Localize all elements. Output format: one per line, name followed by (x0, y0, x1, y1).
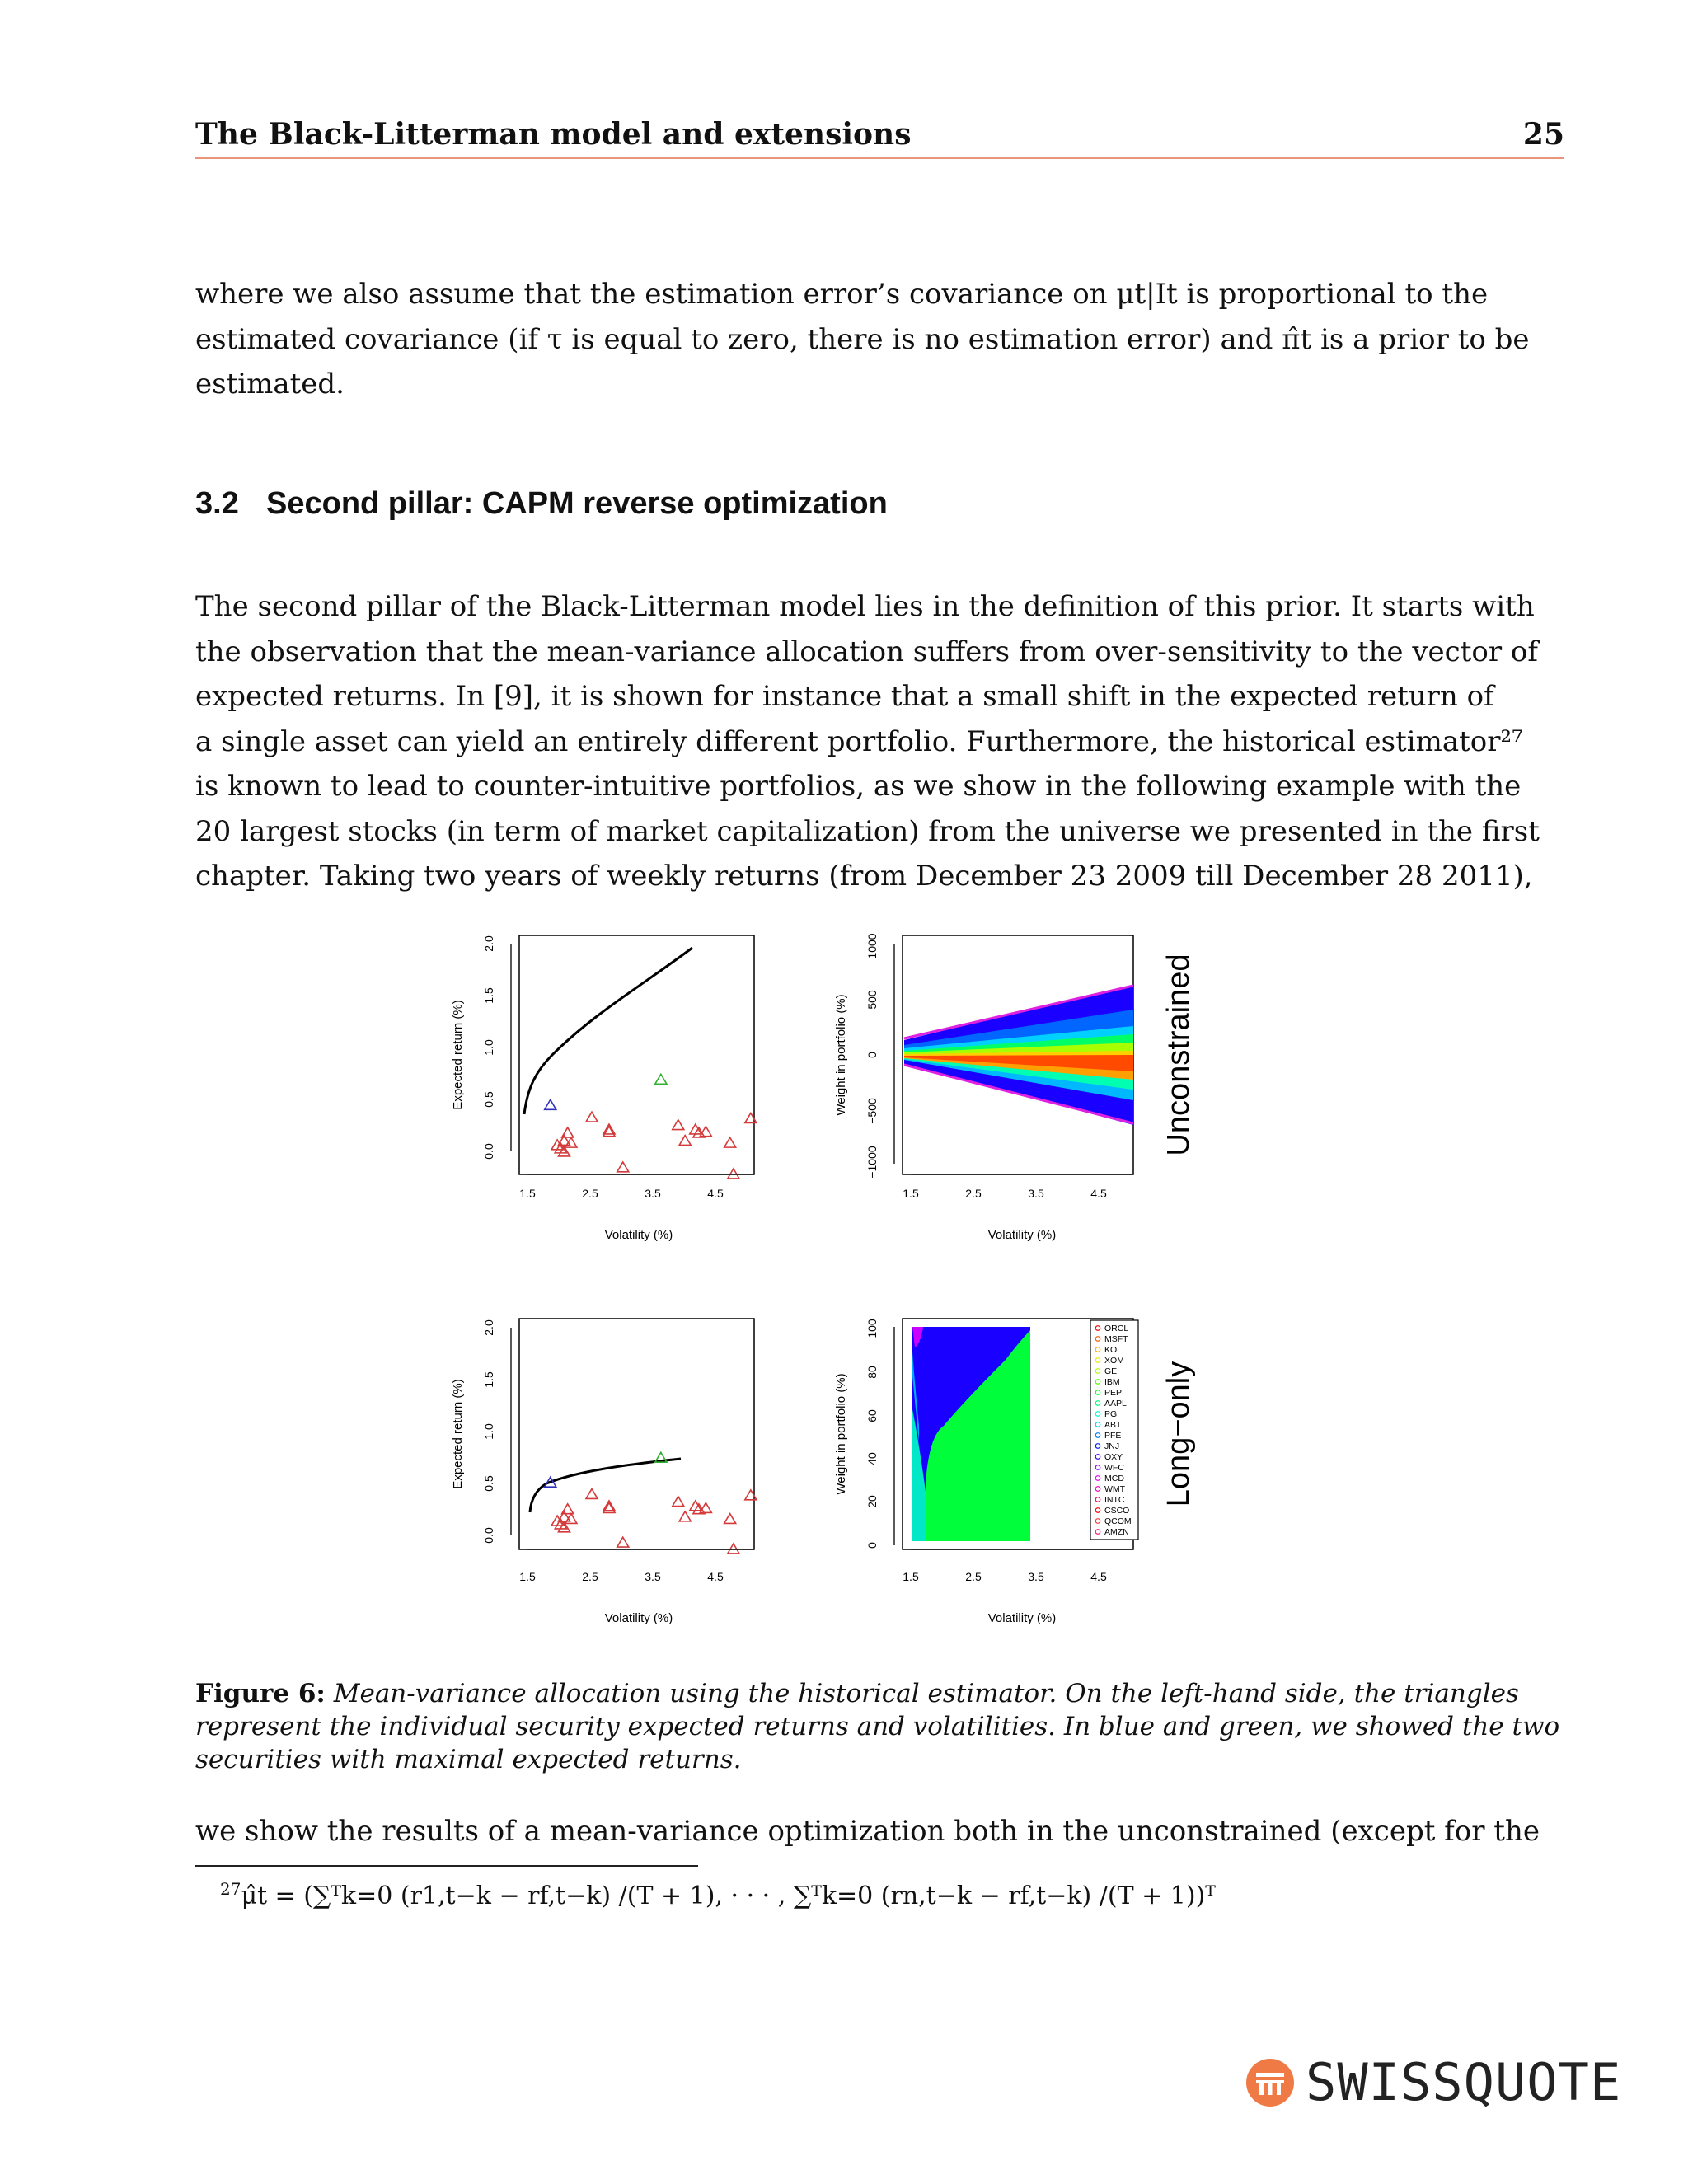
security-markers-top (545, 1074, 757, 1179)
row-label-unconstrained: Unconstrained (1161, 954, 1196, 1156)
legend-label: QCOM (1104, 1516, 1132, 1526)
y-tick: 500 (865, 990, 879, 1010)
brand-name: SWISSQUOTE (1306, 2052, 1622, 2112)
security-triangle (586, 1112, 598, 1122)
caption-label: Figure 6: (195, 1679, 326, 1708)
text-line: the observation that the mean-variance allocation suffers from over-sensitivity to the vector of (195, 635, 1538, 668)
y-tick: 80 (865, 1366, 879, 1379)
legend-label: IBM (1104, 1377, 1120, 1387)
x-tick: 4.5 (1090, 1187, 1107, 1200)
legend-label: WFC (1104, 1463, 1124, 1473)
y-axis-label: Expected return (%) (451, 1000, 465, 1110)
x-tick: 1.5 (903, 1570, 919, 1583)
y-tick: 0 (865, 1052, 879, 1058)
caption-text: represent the individual security expected returns and volatilities. In blue and green, we showed the two (195, 1712, 1560, 1741)
footnote-mark: 27 (220, 1879, 241, 1899)
legend-label: KO (1104, 1345, 1118, 1355)
efficient-frontier-unconstrained (524, 948, 692, 1114)
y-tick: 1.0 (482, 1039, 495, 1056)
text-line: The second pillar of the Black-Litterman model lies in the definition of this prior. It starts with (195, 590, 1535, 623)
section-title: Second pillar: CAPM reverse optimization (266, 486, 888, 521)
x-tick: 4.5 (707, 1570, 724, 1583)
efficient-frontier-long-only (530, 1459, 681, 1512)
legend-label: ORCL (1104, 1324, 1129, 1333)
frontier-panel-top (519, 935, 754, 1174)
legend-label: AAPL (1104, 1399, 1127, 1408)
page-number: 25 (1522, 117, 1564, 152)
text-line: we show the results of a mean-variance optimization both in the unconstrained (except for the (195, 1815, 1540, 1848)
legend-label: ABT (1104, 1420, 1122, 1430)
legend-label: INTC (1104, 1495, 1125, 1505)
long-only-weights-area (912, 1327, 1030, 1541)
legend-label: MCD (1104, 1474, 1124, 1483)
y-tick: 1.5 (482, 987, 495, 1004)
x-tick: 2.5 (965, 1570, 982, 1583)
x-axis-label: Volatility (%) (604, 1611, 673, 1625)
x-axis-label: Volatility (%) (987, 1611, 1057, 1625)
y-axis-label: Weight in portfolio (%) (834, 1373, 848, 1495)
legend-label: PG (1104, 1409, 1118, 1419)
legend-label: JNJ (1104, 1441, 1120, 1451)
footnote-formula: μ̂t = (∑ᵀk=0 (r1,t−k − rf,t−k) /(T + 1), · · · , ∑ᵀk=0 (rn,t−k − rf,t−k) /(T + 1))ᵀ (241, 1882, 1216, 1910)
swissquote-emblem-icon (1245, 2057, 1296, 2108)
legend-label: WMT (1104, 1484, 1126, 1494)
security-markers-bottom (545, 1452, 757, 1554)
x-tick: 3.5 (1028, 1570, 1044, 1583)
text-line: estimated. (195, 368, 345, 401)
y-axis-labels (451, 994, 848, 1494)
y-tick: 100 (865, 1319, 879, 1338)
legend-label: GE (1104, 1366, 1118, 1376)
x-tick: 2.5 (582, 1570, 598, 1583)
legend-label: CSCO (1104, 1506, 1130, 1516)
y-tick: 0 (865, 1542, 879, 1549)
y-tick: 0.5 (482, 1475, 495, 1492)
x-tick: 3.5 (1028, 1187, 1044, 1200)
text-line: where we also assume that the estimation error’s covariance on μt|It is proportional to the (195, 278, 1489, 311)
security-triangle (655, 1074, 667, 1084)
security-triangle (673, 1120, 684, 1130)
y-tick: −1000 (865, 1146, 879, 1179)
text-line: a single asset can yield an entirely different portfolio. Furthermore, the historical estimator²⁷ (195, 724, 1523, 758)
security-triangle (545, 1099, 556, 1109)
swissquote-logo (1245, 2052, 1621, 2112)
text-line: expected returns. In [9], it is shown for instance that a small shift in the expected return of (195, 680, 1494, 713)
y-tick-labels (482, 933, 879, 1549)
x-tick: 1.5 (903, 1187, 919, 1200)
y-tick: 60 (865, 1409, 879, 1422)
y-tick: 0.0 (482, 1143, 495, 1160)
x-axis-label: Volatility (%) (604, 1228, 673, 1242)
x-tick: 4.5 (707, 1187, 724, 1200)
frontier-panel-bottom (519, 1319, 754, 1549)
security-triangle (617, 1162, 629, 1172)
x-tick: 2.5 (965, 1187, 982, 1200)
y-tick: 40 (865, 1452, 879, 1465)
y-tick: 2.0 (482, 935, 495, 952)
security-triangle (679, 1136, 691, 1146)
section-number: 3.2 (195, 486, 239, 521)
ticker-legend (1090, 1320, 1138, 1540)
text-line: chapter. Taking two years of weekly returns (from December 23 2009 till December 28 2011), (195, 860, 1533, 893)
security-triangle (724, 1137, 736, 1147)
header-rule (195, 157, 1564, 159)
y-tick: 1.5 (482, 1371, 495, 1388)
intro-paragraph (195, 272, 1530, 407)
legend-label: MSFT (1104, 1334, 1128, 1344)
y-tick: −500 (865, 1098, 879, 1124)
x-tick: 3.5 (645, 1570, 661, 1583)
y-tick: 0.0 (482, 1527, 495, 1544)
x-tick: 2.5 (582, 1187, 598, 1200)
text-line: is known to lead to counter-intuitive portfolios, as we show in the following example with the (195, 770, 1522, 803)
figure-6 (429, 915, 1253, 1648)
caption-text: securities with maximal expected returns. (195, 1745, 742, 1774)
text-line: 20 largest stocks (in term of market capitalization) from the universe we presented in the first (195, 814, 1540, 848)
security-triangle (617, 1537, 629, 1547)
legend-label: PFE (1104, 1431, 1122, 1441)
x-tick: 1.5 (519, 1570, 536, 1583)
security-triangle (586, 1489, 598, 1499)
text-line: estimated covariance (if τ is equal to zero, there is no estimation error) and π̂t is a prior to be (195, 322, 1530, 356)
body-paragraph (195, 584, 1540, 899)
x-axis-label: Volatility (%) (987, 1228, 1057, 1242)
y-axis-label: Weight in portfolio (%) (834, 994, 848, 1116)
legend-label: OXY (1104, 1452, 1123, 1462)
security-triangle (728, 1169, 739, 1179)
legend-label: AMZN (1104, 1527, 1129, 1537)
x-tick: 1.5 (519, 1187, 536, 1200)
row-label-long-only: Long−only (1161, 1361, 1196, 1507)
section-heading (195, 486, 888, 522)
unconstrained-weights-area (904, 985, 1133, 1125)
running-header-title: The Black-Litterman model and extensions (195, 117, 912, 152)
security-triangle (724, 1514, 736, 1524)
legend-label: PEP (1104, 1388, 1123, 1398)
y-tick: 2.0 (482, 1319, 495, 1336)
footnote (220, 1879, 1216, 1910)
x-tick: 4.5 (1090, 1570, 1107, 1583)
security-triangle (673, 1497, 684, 1507)
y-tick: 1000 (865, 933, 879, 959)
figure-caption (195, 1677, 1560, 1776)
y-tick: 1.0 (482, 1423, 495, 1440)
footnote-rule (195, 1865, 698, 1867)
y-tick: 20 (865, 1495, 879, 1508)
y-tick: 0.5 (482, 1091, 495, 1108)
legend-label: XOM (1104, 1356, 1124, 1366)
security-triangle (728, 1544, 739, 1554)
caption-text: Mean-variance allocation using the historical estimator. On the left-hand side, the triangles (333, 1679, 1519, 1708)
x-tick: 3.5 (645, 1187, 661, 1200)
security-triangle (679, 1511, 691, 1521)
continuation-paragraph (195, 1809, 1540, 1854)
y-axis-label: Expected return (%) (451, 1379, 465, 1489)
